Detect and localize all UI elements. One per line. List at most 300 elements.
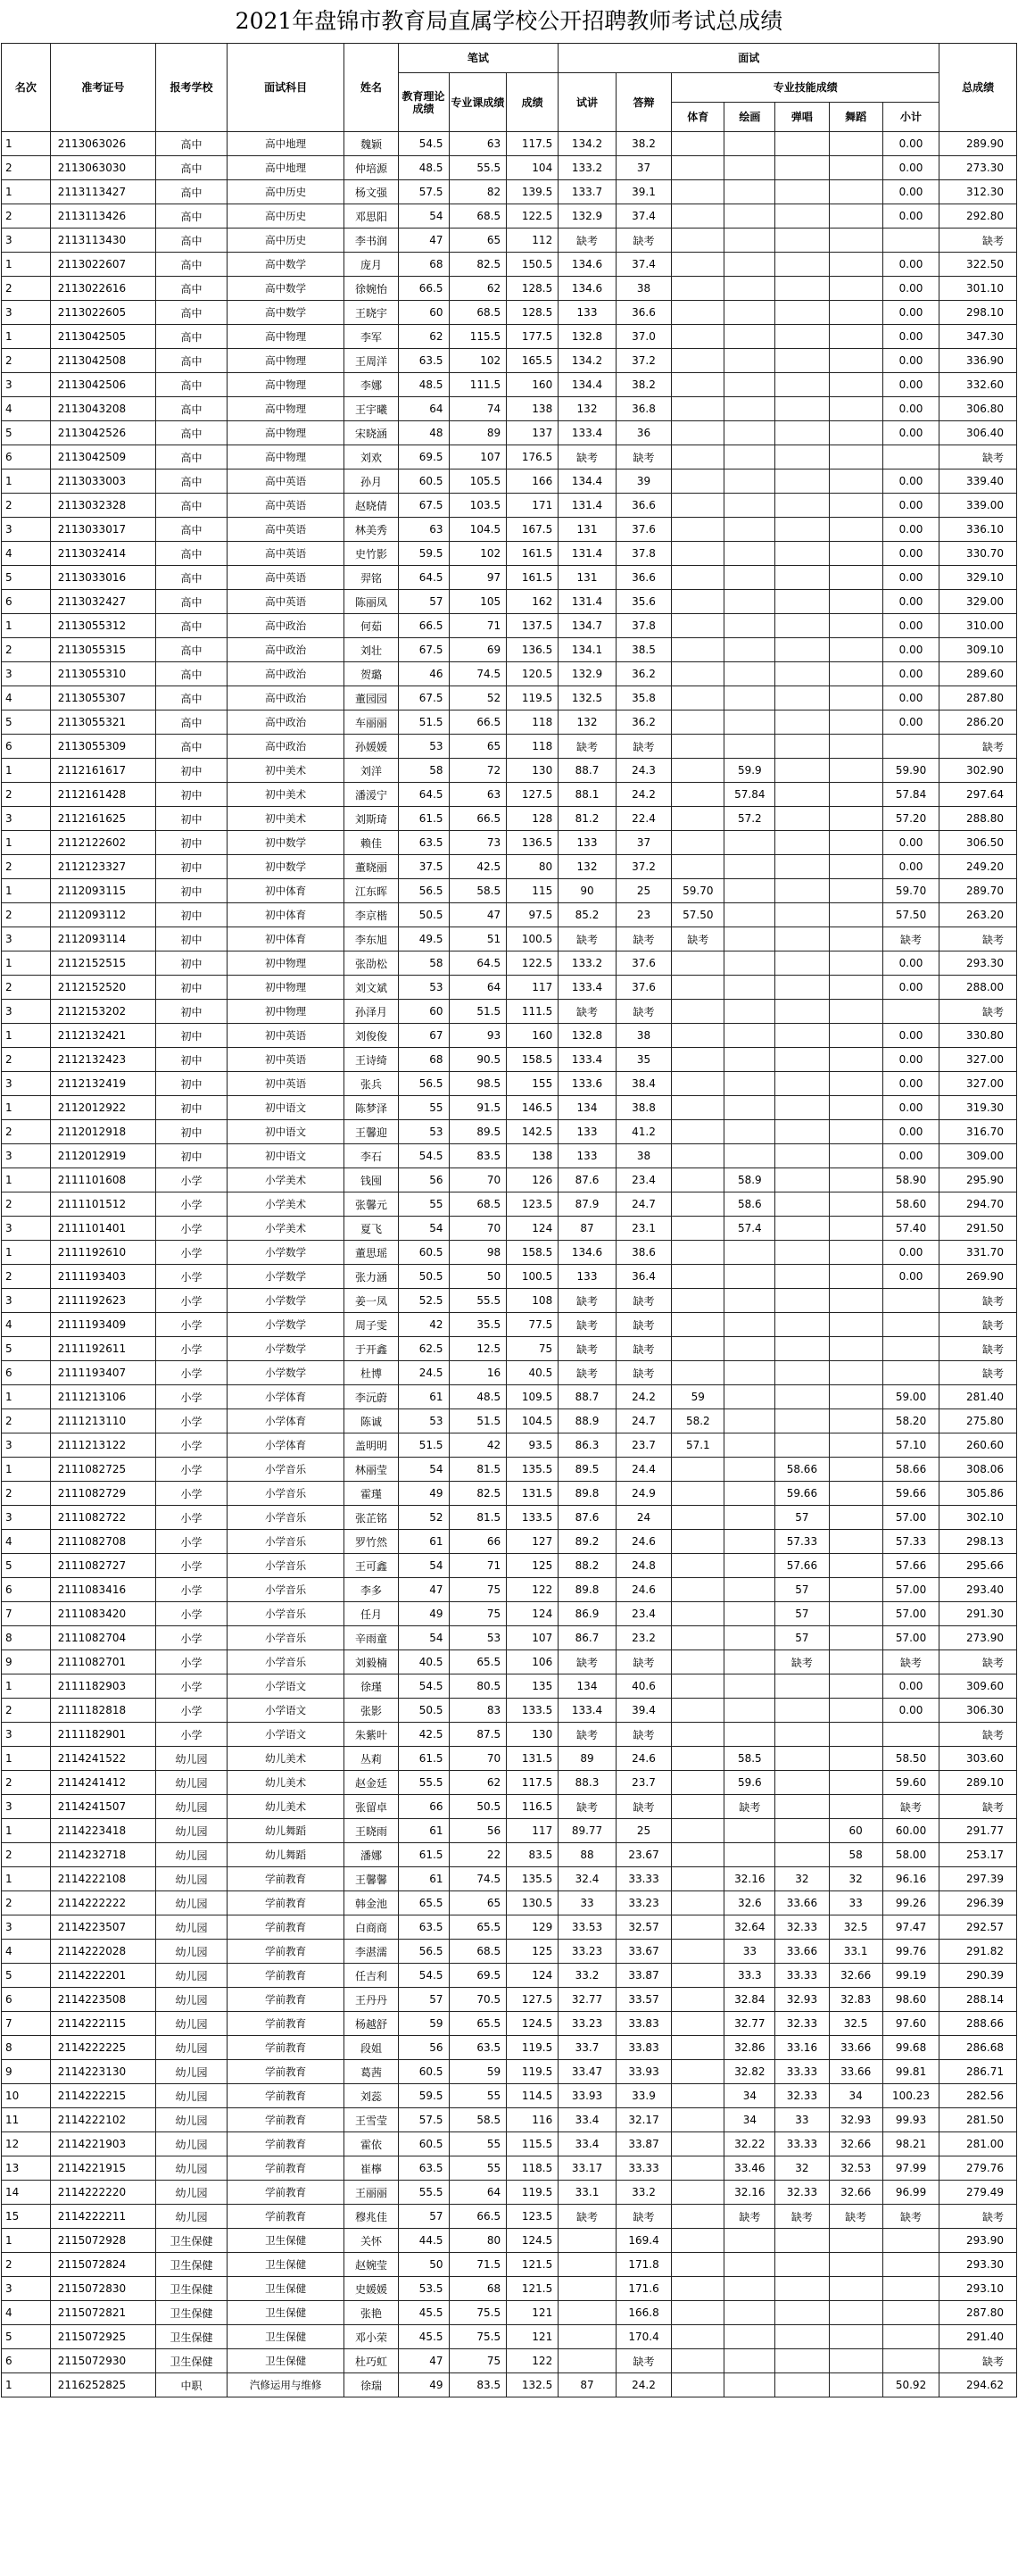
subtotal-cell: 50.92 xyxy=(882,2373,939,2397)
subject-cell: 小学音乐 xyxy=(227,1506,343,1530)
table-row xyxy=(2,1024,1017,1048)
name-cell: 董园园 xyxy=(344,686,398,710)
table-row xyxy=(2,1433,1017,1458)
lecture-cell: 86.3 xyxy=(559,1433,617,1458)
pe-cell xyxy=(672,397,724,421)
piano-cell xyxy=(775,662,829,686)
professional-cell: 69.5 xyxy=(449,1964,507,1988)
table-row xyxy=(2,1867,1017,1891)
total-cell: 缺考 xyxy=(939,1313,1017,1337)
written-score-cell: 122 xyxy=(507,2349,559,2373)
written-score-cell: 138 xyxy=(507,397,559,421)
piano-cell xyxy=(775,2325,829,2349)
lecture-cell xyxy=(559,2253,617,2277)
defense-cell: 23.2 xyxy=(616,1626,671,1650)
rank-cell: 1 xyxy=(2,2229,51,2253)
written-score-cell: 115.5 xyxy=(507,2132,559,2156)
lecture-cell: 33.4 xyxy=(559,2132,617,2156)
ticket-cell: 2111101512 xyxy=(50,1192,155,1217)
ticket-cell: 2116252825 xyxy=(50,2373,155,2397)
rank-cell: 1 xyxy=(2,1241,51,1265)
school-cell: 高中 xyxy=(156,373,228,397)
defense-cell: 缺考 xyxy=(616,1723,671,1747)
lecture-cell: 131.4 xyxy=(559,494,617,518)
painting-cell xyxy=(724,903,775,927)
piano-cell xyxy=(775,301,829,325)
lecture-cell: 131 xyxy=(559,566,617,590)
lecture-cell: 132.8 xyxy=(559,325,617,349)
written-score-cell: 132.5 xyxy=(507,2373,559,2397)
professional-cell: 83.5 xyxy=(449,2373,507,2397)
defense-cell: 41.2 xyxy=(616,1120,671,1144)
school-cell: 卫生保健 xyxy=(156,2349,228,2373)
subject-cell: 小学美术 xyxy=(227,1168,343,1192)
written-score-cell: 130 xyxy=(507,759,559,783)
subtotal-cell: 97.47 xyxy=(882,1915,939,1940)
ticket-cell: 2111182901 xyxy=(50,1723,155,1747)
name-cell: 徐瑾 xyxy=(344,1674,398,1699)
table-row xyxy=(2,1458,1017,1482)
total-cell: 253.17 xyxy=(939,1843,1017,1867)
professional-cell: 65.5 xyxy=(449,1915,507,1940)
ticket-cell: 2115072928 xyxy=(50,2229,155,2253)
painting-cell: 33 xyxy=(724,1940,775,1964)
theory-cell: 54 xyxy=(398,1626,449,1650)
rank-cell: 1 xyxy=(2,759,51,783)
name-cell: 孙月 xyxy=(344,469,398,494)
painting-cell xyxy=(724,1650,775,1674)
professional-cell: 55 xyxy=(449,2132,507,2156)
painting-cell: 34 xyxy=(724,2108,775,2132)
theory-cell: 63.5 xyxy=(398,2156,449,2181)
rank-cell: 5 xyxy=(2,2325,51,2349)
ticket-cell: 2114222115 xyxy=(50,2012,155,2036)
pe-cell xyxy=(672,614,724,638)
rank-cell: 2 xyxy=(2,277,51,301)
pe-cell xyxy=(672,2325,724,2349)
total-cell: 294.70 xyxy=(939,1192,1017,1217)
theory-cell: 54.5 xyxy=(398,1144,449,1168)
painting-cell: 缺考 xyxy=(724,2205,775,2229)
total-cell: 319.30 xyxy=(939,1096,1017,1120)
painting-cell xyxy=(724,1843,775,1867)
ticket-cell: 2114241507 xyxy=(50,1795,155,1819)
written-score-cell: 117.5 xyxy=(507,132,559,156)
name-cell: 夏飞 xyxy=(344,1217,398,1241)
total-cell: 286.68 xyxy=(939,2036,1017,2060)
subtotal-cell: 57.00 xyxy=(882,1626,939,1650)
theory-cell: 45.5 xyxy=(398,2301,449,2325)
subtotal-cell: 58.60 xyxy=(882,1192,939,1217)
painting-cell xyxy=(724,1096,775,1120)
name-cell: 杜博 xyxy=(344,1361,398,1385)
dance-cell: 34 xyxy=(829,2084,882,2108)
total-cell: 297.64 xyxy=(939,783,1017,807)
pe-cell xyxy=(672,1988,724,2012)
painting-cell xyxy=(724,976,775,1000)
table-row xyxy=(2,976,1017,1000)
pe-cell xyxy=(672,229,724,253)
subject-cell: 学前教育 xyxy=(227,1867,343,1891)
ticket-cell: 2114222028 xyxy=(50,1940,155,1964)
rank-cell: 6 xyxy=(2,445,51,469)
professional-cell: 55 xyxy=(449,2156,507,2181)
lecture-cell: 134 xyxy=(559,1674,617,1699)
piano-cell xyxy=(775,735,829,759)
defense-cell: 24.3 xyxy=(616,759,671,783)
painting-cell xyxy=(724,1506,775,1530)
professional-cell: 80 xyxy=(449,2229,507,2253)
lecture-cell: 33.2 xyxy=(559,1964,617,1988)
piano-cell: 57 xyxy=(775,1626,829,1650)
ticket-cell: 2114222215 xyxy=(50,2084,155,2108)
rank-cell: 2 xyxy=(2,1192,51,1217)
dance-cell xyxy=(829,1674,882,1699)
table-row xyxy=(2,1361,1017,1385)
defense-cell: 38 xyxy=(616,1024,671,1048)
school-cell: 初中 xyxy=(156,831,228,855)
painting-cell: 32.82 xyxy=(724,2060,775,2084)
painting-cell xyxy=(724,1000,775,1024)
theory-cell: 46 xyxy=(398,662,449,686)
rank-cell: 3 xyxy=(2,1723,51,1747)
subtotal-cell xyxy=(882,229,939,253)
piano-cell xyxy=(775,1699,829,1723)
table-row xyxy=(2,301,1017,325)
professional-cell: 63 xyxy=(449,132,507,156)
painting-cell xyxy=(724,2301,775,2325)
subject-cell: 小学音乐 xyxy=(227,1578,343,1602)
lecture-cell: 缺考 xyxy=(559,735,617,759)
rank-cell: 9 xyxy=(2,1650,51,1674)
professional-cell: 75.5 xyxy=(449,2301,507,2325)
subtotal-cell: 98.60 xyxy=(882,1988,939,2012)
lecture-cell: 131.4 xyxy=(559,542,617,566)
painting-cell xyxy=(724,1289,775,1313)
total-cell: 327.00 xyxy=(939,1072,1017,1096)
school-cell: 小学 xyxy=(156,1530,228,1554)
name-cell: 徐婉怡 xyxy=(344,277,398,301)
dance-cell xyxy=(829,759,882,783)
school-cell: 幼儿园 xyxy=(156,1964,228,1988)
pe-cell xyxy=(672,1602,724,1626)
written-score-cell: 137 xyxy=(507,421,559,445)
pe-cell xyxy=(672,1819,724,1843)
table-row xyxy=(2,397,1017,421)
ticket-cell: 2115072930 xyxy=(50,2349,155,2373)
subject-cell: 高中历史 xyxy=(227,229,343,253)
subject-cell: 高中物理 xyxy=(227,325,343,349)
painting-cell: 58.6 xyxy=(724,1192,775,1217)
written-score-cell: 123.5 xyxy=(507,2205,559,2229)
lecture-cell: 33.53 xyxy=(559,1915,617,1940)
painting-cell xyxy=(724,397,775,421)
rank-cell: 10 xyxy=(2,2084,51,2108)
pe-cell xyxy=(672,1265,724,1289)
piano-cell: 缺考 xyxy=(775,2205,829,2229)
piano-cell: 32.33 xyxy=(775,1915,829,1940)
lecture-cell: 缺考 xyxy=(559,1000,617,1024)
school-cell: 初中 xyxy=(156,783,228,807)
painting-cell xyxy=(724,1699,775,1723)
theory-cell: 50.5 xyxy=(398,903,449,927)
theory-cell: 56.5 xyxy=(398,1940,449,1964)
school-cell: 高中 xyxy=(156,590,228,614)
professional-cell: 51.5 xyxy=(449,1409,507,1433)
defense-cell: 38.2 xyxy=(616,373,671,397)
subject-cell: 小学美术 xyxy=(227,1217,343,1241)
pe-cell xyxy=(672,1650,724,1674)
written-score-cell: 40.5 xyxy=(507,1361,559,1385)
dance-cell xyxy=(829,301,882,325)
table-row xyxy=(2,2084,1017,2108)
pe-cell xyxy=(672,2205,724,2229)
professional-cell: 66 xyxy=(449,1530,507,1554)
name-cell: 潘娜 xyxy=(344,1843,398,1867)
defense-cell: 33.87 xyxy=(616,1964,671,1988)
defense-cell: 39.1 xyxy=(616,180,671,204)
total-cell: 332.60 xyxy=(939,373,1017,397)
subject-cell: 小学语文 xyxy=(227,1723,343,1747)
professional-cell: 104.5 xyxy=(449,518,507,542)
ticket-cell: 2115072830 xyxy=(50,2277,155,2301)
dance-cell xyxy=(829,855,882,879)
name-cell: 赖佳 xyxy=(344,831,398,855)
name-cell: 张力涵 xyxy=(344,1265,398,1289)
table-row xyxy=(2,759,1017,783)
name-cell: 于开鑫 xyxy=(344,1337,398,1361)
written-score-cell: 118 xyxy=(507,735,559,759)
dance-cell xyxy=(829,2349,882,2373)
written-score-cell: 129 xyxy=(507,1915,559,1940)
professional-cell: 65.5 xyxy=(449,1650,507,1674)
school-cell: 中职 xyxy=(156,2373,228,2397)
painting-cell xyxy=(724,494,775,518)
subject-cell: 高中物理 xyxy=(227,349,343,373)
subtotal-cell: 58.20 xyxy=(882,1409,939,1433)
professional-cell: 82 xyxy=(449,180,507,204)
name-cell: 徐瑞 xyxy=(344,2373,398,2397)
name-cell: 李东旭 xyxy=(344,927,398,951)
pe-cell xyxy=(672,349,724,373)
rank-cell: 6 xyxy=(2,2349,51,2373)
dance-cell: 32.83 xyxy=(829,1988,882,2012)
total-cell: 302.10 xyxy=(939,1506,1017,1530)
written-score-cell: 93.5 xyxy=(507,1433,559,1458)
painting-cell: 32.86 xyxy=(724,2036,775,2060)
theory-cell: 54 xyxy=(398,1458,449,1482)
ticket-cell: 2114221903 xyxy=(50,2132,155,2156)
written-score-cell: 119.5 xyxy=(507,2060,559,2084)
subject-cell: 学前教育 xyxy=(227,1964,343,1988)
subject-cell: 初中数学 xyxy=(227,831,343,855)
subtotal-cell: 100.23 xyxy=(882,2084,939,2108)
name-cell: 葛茜 xyxy=(344,2060,398,2084)
rank-cell: 4 xyxy=(2,686,51,710)
table-row xyxy=(2,2205,1017,2229)
ticket-cell: 2112152520 xyxy=(50,976,155,1000)
painting-cell xyxy=(724,686,775,710)
table-row xyxy=(2,1506,1017,1530)
written-score-cell: 117 xyxy=(507,976,559,1000)
ticket-cell: 2111083420 xyxy=(50,1602,155,1626)
pe-cell xyxy=(672,1313,724,1337)
theory-cell: 66.5 xyxy=(398,277,449,301)
written-score-cell: 120.5 xyxy=(507,662,559,686)
rank-cell: 12 xyxy=(2,2132,51,2156)
piano-cell xyxy=(775,879,829,903)
subject-cell: 高中英语 xyxy=(227,566,343,590)
piano-cell xyxy=(775,783,829,807)
total-cell: 260.60 xyxy=(939,1433,1017,1458)
subtotal-cell: 0.00 xyxy=(882,1120,939,1144)
dance-cell xyxy=(829,542,882,566)
dance-cell xyxy=(829,253,882,277)
professional-cell: 64 xyxy=(449,976,507,1000)
subject-cell: 幼儿美术 xyxy=(227,1795,343,1819)
dance-cell xyxy=(829,1072,882,1096)
painting-cell xyxy=(724,1241,775,1265)
subject-cell: 小学美术 xyxy=(227,1192,343,1217)
theory-cell: 56.5 xyxy=(398,879,449,903)
piano-cell xyxy=(775,1385,829,1409)
defense-cell: 39 xyxy=(616,469,671,494)
ticket-cell: 2113055321 xyxy=(50,710,155,735)
lecture-cell: 81.2 xyxy=(559,807,617,831)
total-cell: 263.20 xyxy=(939,903,1017,927)
piano-cell xyxy=(775,1843,829,1867)
painting-cell xyxy=(724,927,775,951)
school-cell: 高中 xyxy=(156,710,228,735)
ticket-cell: 2115072925 xyxy=(50,2325,155,2349)
lecture-cell: 缺考 xyxy=(559,445,617,469)
table-row xyxy=(2,2277,1017,2301)
lecture-cell: 88.9 xyxy=(559,1409,617,1433)
professional-cell: 48.5 xyxy=(449,1385,507,1409)
subtotal-cell: 0.00 xyxy=(882,831,939,855)
theory-cell: 40.5 xyxy=(398,1650,449,1674)
written-score-cell: 106 xyxy=(507,1650,559,1674)
dance-cell xyxy=(829,1602,882,1626)
table-row xyxy=(2,2349,1017,2373)
dance-cell xyxy=(829,1096,882,1120)
school-cell: 幼儿园 xyxy=(156,2205,228,2229)
written-score-cell: 100.5 xyxy=(507,927,559,951)
col-rank: 名次 xyxy=(2,44,51,132)
subject-cell: 幼儿舞蹈 xyxy=(227,1819,343,1843)
written-score-cell: 118 xyxy=(507,710,559,735)
lecture-cell: 缺考 xyxy=(559,1289,617,1313)
subtotal-cell: 0.00 xyxy=(882,1072,939,1096)
dance-cell xyxy=(829,1048,882,1072)
pe-cell xyxy=(672,253,724,277)
subtotal-cell xyxy=(882,1289,939,1313)
painting-cell xyxy=(724,1265,775,1289)
subtotal-cell xyxy=(882,2301,939,2325)
rank-cell: 4 xyxy=(2,1313,51,1337)
ticket-cell: 2114222222 xyxy=(50,1891,155,1915)
col-piano: 弹唱 xyxy=(775,103,829,132)
written-score-cell: 75 xyxy=(507,1337,559,1361)
defense-cell: 38 xyxy=(616,277,671,301)
lecture-cell: 133 xyxy=(559,1144,617,1168)
table-row xyxy=(2,2373,1017,2397)
ticket-cell: 2114223130 xyxy=(50,2060,155,2084)
lecture-cell: 133 xyxy=(559,301,617,325)
lecture-cell: 133 xyxy=(559,1120,617,1144)
table-row xyxy=(2,1940,1017,1964)
piano-cell xyxy=(775,951,829,976)
professional-cell: 98 xyxy=(449,1241,507,1265)
lecture-cell: 32.77 xyxy=(559,1988,617,2012)
defense-cell: 24.9 xyxy=(616,1482,671,1506)
name-cell: 孙媛媛 xyxy=(344,735,398,759)
total-cell: 327.00 xyxy=(939,1048,1017,1072)
ticket-cell: 2112153202 xyxy=(50,1000,155,1024)
pe-cell xyxy=(672,445,724,469)
col-theory: 教育理论成绩 xyxy=(398,73,449,132)
professional-cell: 83 xyxy=(449,1699,507,1723)
name-cell: 崔檸 xyxy=(344,2156,398,2181)
ticket-cell: 2113055307 xyxy=(50,686,155,710)
total-cell: 339.00 xyxy=(939,494,1017,518)
theory-cell: 58 xyxy=(398,951,449,976)
lecture-cell: 132.8 xyxy=(559,1024,617,1048)
subtotal-cell: 0.00 xyxy=(882,301,939,325)
school-cell: 小学 xyxy=(156,1289,228,1313)
rank-cell: 1 xyxy=(2,1867,51,1891)
total-cell: 336.10 xyxy=(939,518,1017,542)
painting-cell xyxy=(724,1458,775,1482)
defense-cell: 24.7 xyxy=(616,1409,671,1433)
pe-cell xyxy=(672,2156,724,2181)
pe-cell: 58.2 xyxy=(672,1409,724,1433)
lecture-cell: 33 xyxy=(559,1891,617,1915)
pe-cell xyxy=(672,1000,724,1024)
piano-cell xyxy=(775,421,829,445)
pe-cell xyxy=(672,1578,724,1602)
subject-cell: 小学体育 xyxy=(227,1385,343,1409)
total-cell: 322.50 xyxy=(939,253,1017,277)
total-cell: 310.00 xyxy=(939,614,1017,638)
school-cell: 初中 xyxy=(156,1000,228,1024)
defense-cell: 25 xyxy=(616,1819,671,1843)
school-cell: 高中 xyxy=(156,301,228,325)
dance-cell: 32 xyxy=(829,1867,882,1891)
total-cell: 294.62 xyxy=(939,2373,1017,2397)
ticket-cell: 2111082729 xyxy=(50,1482,155,1506)
rank-cell: 1 xyxy=(2,1819,51,1843)
professional-cell: 68.5 xyxy=(449,1192,507,1217)
theory-cell: 58 xyxy=(398,759,449,783)
subject-cell: 高中政治 xyxy=(227,735,343,759)
dance-cell xyxy=(829,397,882,421)
defense-cell: 24.4 xyxy=(616,1458,671,1482)
professional-cell: 71.5 xyxy=(449,2253,507,2277)
pe-cell xyxy=(672,180,724,204)
subtotal-cell: 0.00 xyxy=(882,566,939,590)
subject-cell: 学前教育 xyxy=(227,2108,343,2132)
table-body xyxy=(2,132,1017,2397)
professional-cell: 58.5 xyxy=(449,2108,507,2132)
table-row xyxy=(2,2229,1017,2253)
total-cell: 缺考 xyxy=(939,1795,1017,1819)
ticket-cell: 2114222211 xyxy=(50,2205,155,2229)
subject-cell: 小学数学 xyxy=(227,1361,343,1385)
ticket-cell: 2113032328 xyxy=(50,494,155,518)
subtotal-cell: 57.84 xyxy=(882,783,939,807)
name-cell: 刘俊俊 xyxy=(344,1024,398,1048)
